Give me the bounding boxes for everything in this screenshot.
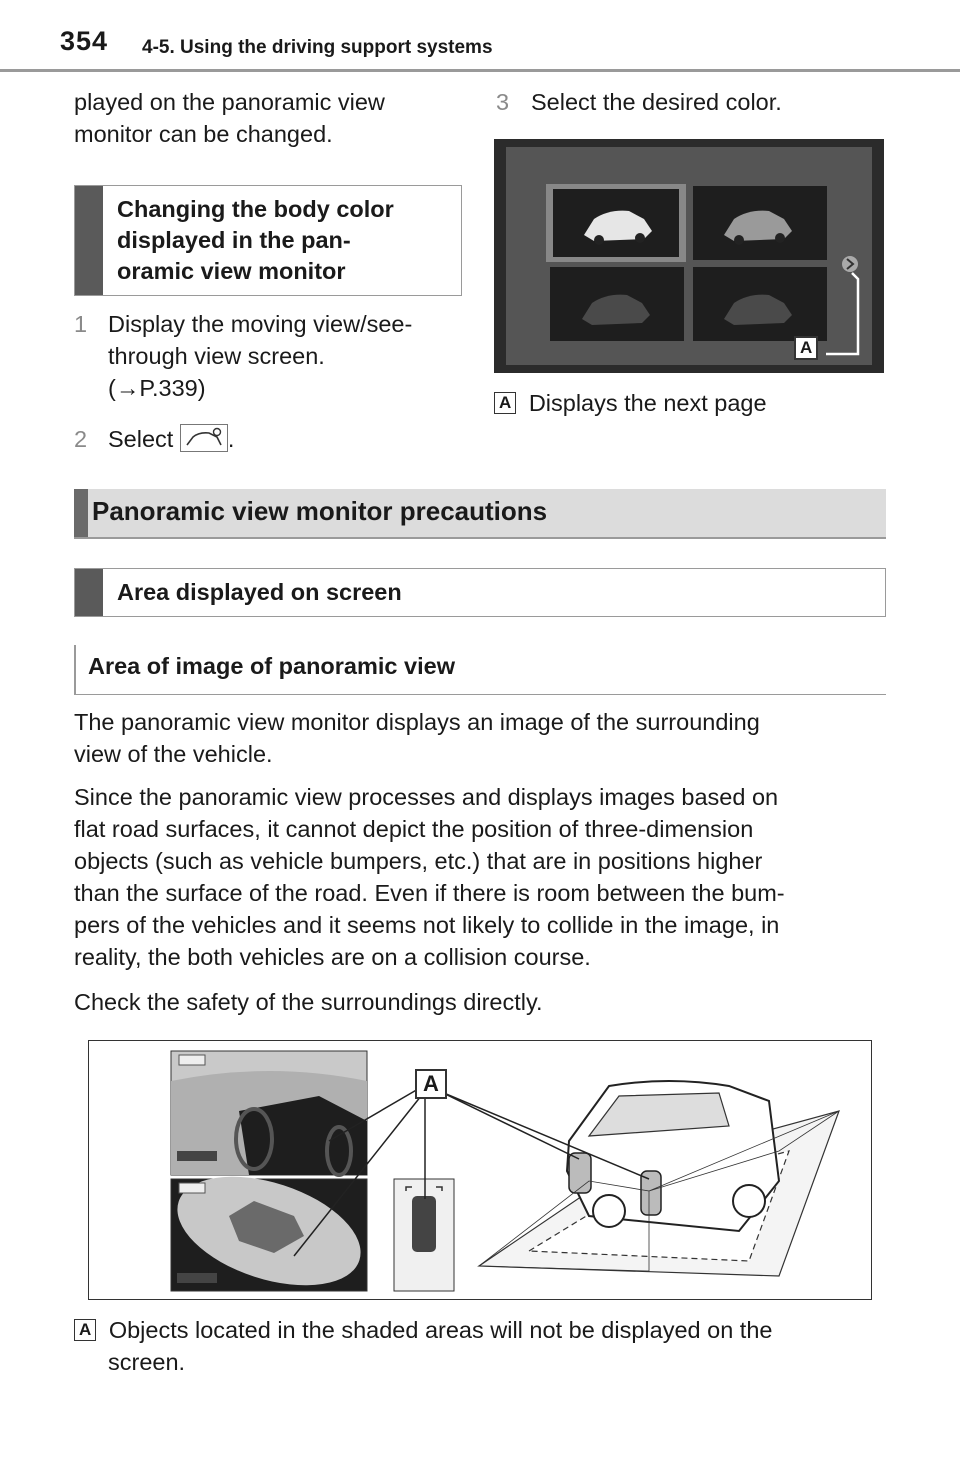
figure-caption-text-1: Objects located in the shaded areas will not be displayed on the (108, 1317, 773, 1343)
step-2-text: Select (108, 426, 174, 452)
para-2-line-5: pers of the vehicles and it seems not likely to collide in the image, in (74, 912, 780, 938)
minor-heading (74, 645, 886, 695)
para-2-line-6: reality, the both vehicles are on a collision course. (74, 944, 591, 970)
step-2-number: 2 (74, 426, 88, 452)
callout-text: Displays the next page (528, 390, 767, 416)
car-settings-icon (180, 424, 228, 452)
step-1-line-2: through view screen. (108, 343, 325, 369)
subheading-area-text: Area displayed on screen (117, 579, 402, 605)
minor-heading-text: Area of image of panoramic view (88, 653, 455, 679)
step-1-ref: (→P.339) (108, 375, 206, 401)
subheading-line-1: Changing the body color (117, 196, 394, 222)
panoramic-view-figure (88, 1040, 872, 1300)
intro-line-1: played on the panoramic view (74, 89, 385, 115)
color-select-screen (494, 139, 884, 373)
step-1-number: 1 (74, 311, 88, 337)
figure-caption-label: A (74, 1319, 96, 1341)
section-title: 4-5. Using the driving support systems (142, 37, 493, 58)
subheading-line-2: displayed in the pan- (117, 227, 351, 253)
para-1-line-1: The panoramic view monitor displays an image of the surrounding (74, 709, 760, 735)
figure-caption-line-2: screen. (108, 1349, 186, 1375)
step-2-end: . (227, 426, 235, 452)
para-2-line-1: Since the panoramic view processes and displays images based on (74, 784, 779, 810)
step-3-number: 3 (496, 89, 510, 115)
section-heading-text: Panoramic view monitor precautions (92, 496, 548, 526)
subheading-text (117, 194, 394, 287)
figure-callout-label: A (415, 1069, 447, 1099)
section-heading-bar (74, 489, 88, 537)
para-2-line-4: than the surface of the road. Even if there is room between the bum- (74, 880, 785, 906)
page-number: 354 (60, 26, 109, 56)
intro-line-2: monitor can be changed. (74, 121, 333, 147)
para-2-line-3: objects (such as vehicle bumpers, etc.) that are in positions higher (74, 848, 763, 874)
step-2-line (108, 423, 234, 455)
para-3-line-1: Check the safety of the surroundings directly. (74, 989, 543, 1015)
subheading-bar (75, 569, 103, 616)
step-1-line-1: Display the moving view/see- (108, 311, 413, 337)
header-rule (0, 69, 960, 72)
subheading-bar (75, 186, 103, 295)
para-1-line-2: view of the vehicle. (74, 741, 273, 767)
section-heading (74, 489, 886, 539)
next-page-button[interactable] (842, 256, 858, 272)
para-2-line-2: flat road surfaces, it cannot depict the position of three-dimension (74, 816, 754, 842)
subheading-body-color (74, 185, 462, 296)
figure-caption-line-1 (74, 1314, 772, 1346)
callout-label-screen: A (794, 336, 818, 360)
step-3-text: Select the desired color. (531, 89, 782, 115)
callout-label: A (494, 392, 516, 414)
subheading-area-displayed (74, 568, 886, 617)
callout-caption (494, 387, 767, 419)
subheading-line-3: oramic view monitor (117, 258, 346, 284)
